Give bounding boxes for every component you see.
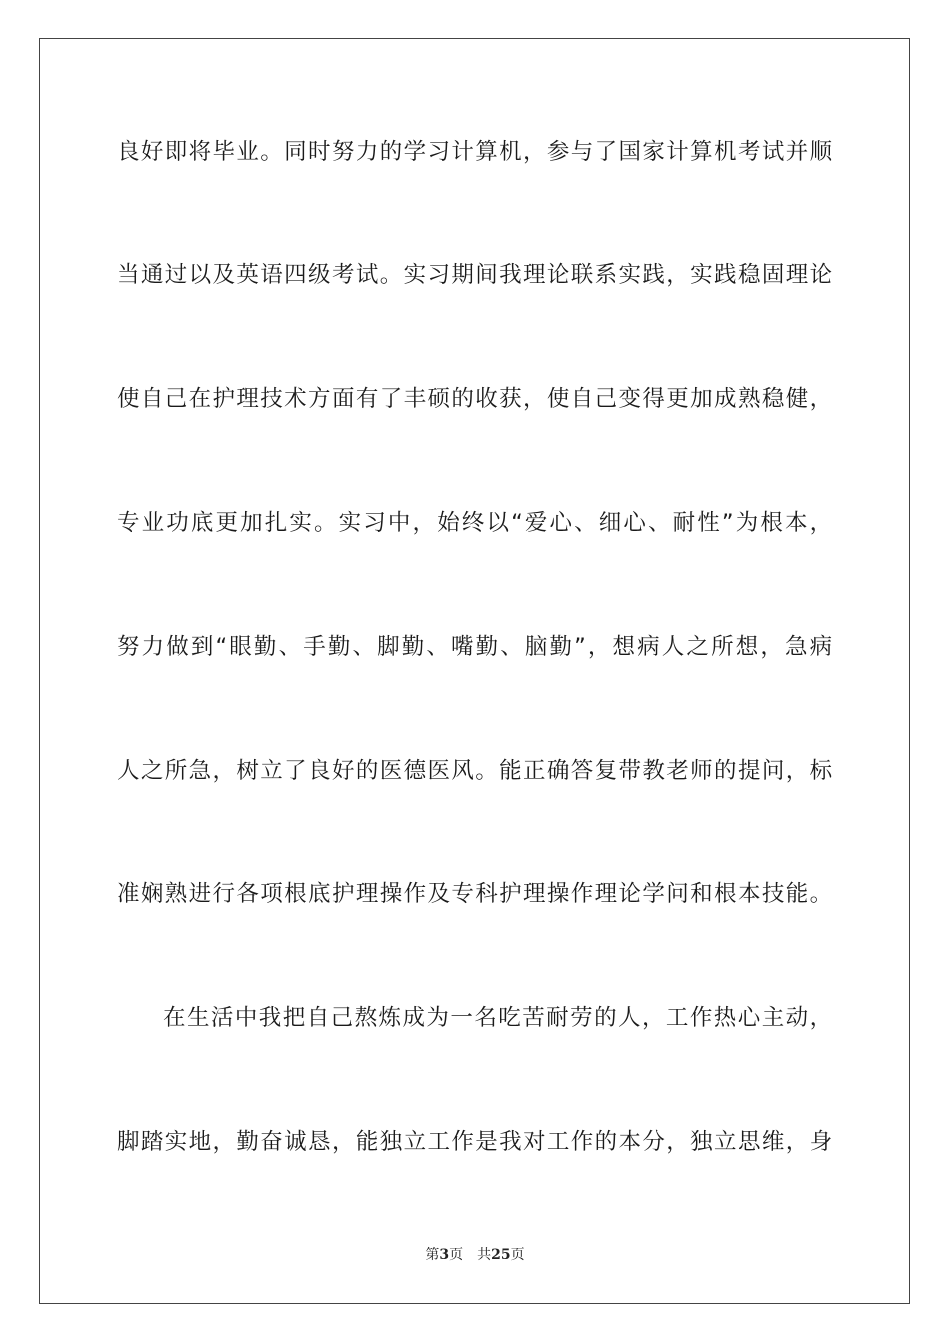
body-text-line: 脚踏实地，勤奋诚恳，能独立工作是我对工作的本分，独立思维，身 <box>117 1129 833 1155</box>
body-text-line: 当通过以及英语四级考试。实习期间我理论联系实践，实践稳固理论 <box>117 262 833 288</box>
total-pages: 25 <box>491 1247 511 1263</box>
page-number: 3 <box>439 1247 450 1263</box>
body-text-line: 努力做到“眼勤、手勤、脚勤、嘴勤、脑勤”，想病人之所想，急病 <box>117 634 833 660</box>
total-prefix: 共 <box>477 1247 492 1263</box>
body-text-line: 良好即将毕业。同时努力的学习计算机，参与了国家计算机考试并顺 <box>117 139 833 165</box>
body-text-line: 专业功底更加扎实。实习中，始终以“爱心、细心、耐性”为根本， <box>117 510 833 536</box>
page-prefix: 第 <box>425 1247 440 1263</box>
body-text-line: 准娴熟进行各项根底护理操作及专科护理操作理论学问和根本技能。 <box>117 881 833 907</box>
paragraph-start-line: 在生活中我把自己熬炼成为一名吃苦耐劳的人，工作热心主动， <box>163 1005 833 1031</box>
page-suffix: 页 <box>449 1247 464 1263</box>
page-footer <box>0 1246 950 1264</box>
body-text-line: 使自己在护理技术方面有了丰硕的收获，使自己变得更加成熟稳健， <box>117 386 833 412</box>
page-border <box>39 38 910 1304</box>
total-suffix: 页 <box>510 1247 525 1263</box>
body-text-line: 人之所急，树立了良好的医德医风。能正确答复带教老师的提问，标 <box>117 758 833 784</box>
